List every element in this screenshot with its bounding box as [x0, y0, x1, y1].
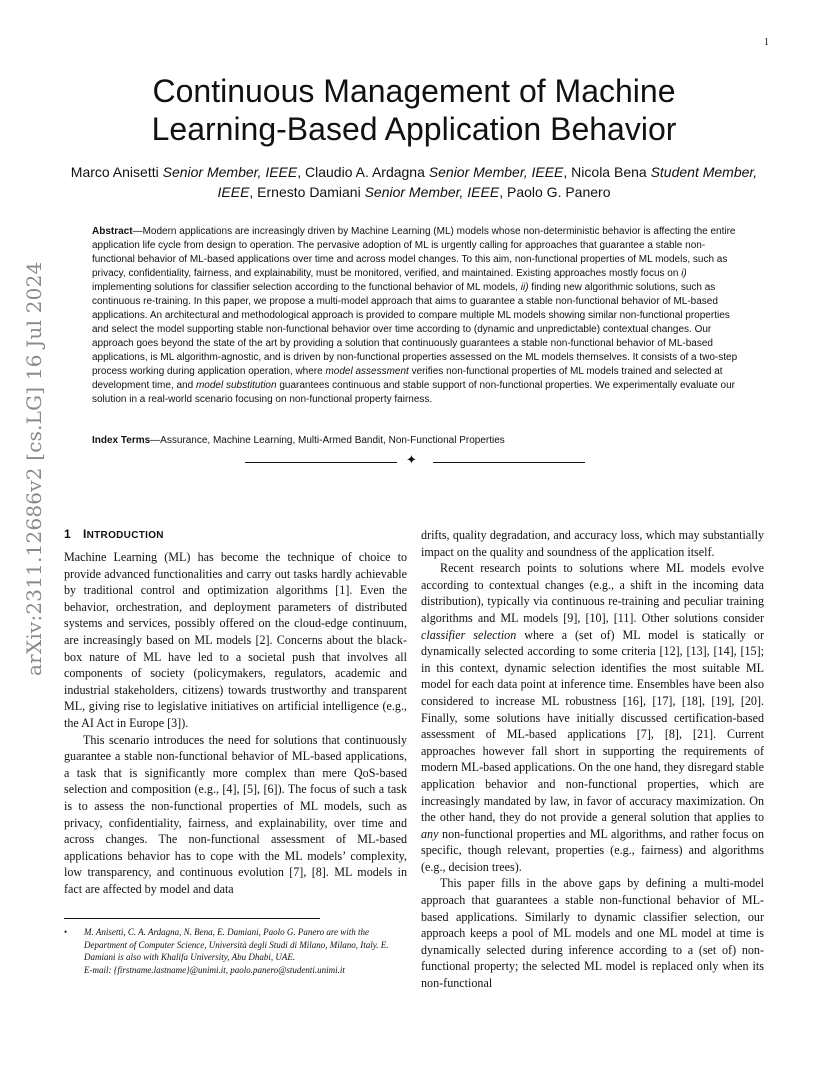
- section-title-initial: I: [82, 527, 87, 541]
- index-terms-label: Index Terms: [92, 435, 151, 446]
- footnote-text: M. Anisetti, C. A. Ardagna, N. Bena, E. Damiani, Paolo G. Panero are with the Department of Computer Science, Università degli Studi di Milano, Milano, Italy. E. Damiani is also with Khalifa University, Abu Dhabi, UAE.: [84, 927, 389, 962]
- abstract-term-model-assessment: model assessment: [325, 366, 409, 377]
- title-line-2: Learning-Based Application Behavior: [151, 111, 677, 147]
- author-2: , Claudio A. Ardagna: [297, 164, 429, 180]
- author-4-role: Senior Member, IEEE: [364, 184, 500, 200]
- abstract-label: Abstract: [92, 226, 133, 237]
- author-list: [70, 162, 758, 202]
- author-1-role: Senior Member, IEEE: [162, 164, 298, 180]
- intro-paragraph-4: [421, 560, 764, 875]
- right-column: [421, 527, 764, 992]
- paper-title: [60, 72, 768, 148]
- left-column: [64, 527, 407, 897]
- footnote-rule: [64, 918, 320, 919]
- abstract-enum-1: i): [681, 268, 687, 279]
- author-3-role: Student Member, IEEE: [217, 164, 758, 200]
- term-any: any: [421, 826, 439, 841]
- author-5: , Paolo G. Panero: [499, 184, 611, 200]
- author-3: , Nicola Bena: [563, 164, 651, 180]
- intro-paragraph-4-text-2: where a (set of) ML model is statically or dynamically selected according to some criteria [12], [13], [14], [15]; in this context, dynamic selection identifies the most suitable ML model for each data point at inference time. Ensembles have been also considered to increase ML robustness [16], [17], [18], [19], [20]. Finally, some solutions have initially discussed certification-based assessment of ML-based applications [7], [8], [21]. Current approaches however fall short in supporting the requirements of modern ML-based applications. On the one hand, they disregard stable application behavior and non-functional properties, which are increasingly mandated by law, in favor of accuracy maximization. On the other hand, they do not provide a general solution that applies to: [421, 627, 764, 825]
- divider-ornament-icon: ✦: [406, 453, 417, 468]
- abstract-text-2: implementing solutions for classifier selection according to the functional behavior of ML models,: [92, 282, 521, 293]
- section-heading-introduction: [64, 527, 407, 541]
- author-1: Marco Anisetti: [70, 164, 163, 180]
- index-terms: [92, 434, 738, 448]
- divider-line-left: [245, 462, 397, 463]
- author-affiliation-footnote: [64, 926, 407, 976]
- author-4: , Ernesto Damiani: [249, 184, 365, 200]
- abstract-text-5: guarantees continuous and stable support of non-functional properties. We experimentally evaluate our solution in a real-world scenario focusing on non-functional property fairness.: [92, 380, 735, 405]
- abstract-term-model-substitution: model substitution: [195, 380, 277, 391]
- section-title-rest: NTRODUCTION: [86, 530, 164, 541]
- section-divider: [245, 455, 585, 469]
- abstract-text-1: —Modern applications are increasingly driven by Machine Learning (ML) models whose non-deterministic behavior is affecting the entire application life cycle from design to operation. The pervasive adoption of ML is urgently calling for approaches that guarantee a stable non-functional behavior of ML-based applications over time and across model changes. To this aim, non-functional properties of ML models, such as privacy, confidentiality, fairness, and explainability, must be monitored, verified, and maintained. Existing approaches mostly focus on: [92, 226, 736, 279]
- divider-line-right: [433, 462, 585, 463]
- abstract-enum-2: ii): [520, 282, 529, 293]
- title-line-1: Continuous Management of Machine: [152, 73, 676, 109]
- intro-paragraph-2: This scenario introduces the need for solutions that continuously guarantee a stable non-functional behavior of ML-based applications, a task that is significantly more complex than mere QoS-based selection and composition (e.g., [4], [5], [6]). The focus of such a task is to assess the non-functional properties of ML models, such as privacy, confidentiality, fairness, and explainability, over time and across changes. The non-functional assessment of ML-based applications behavior has to cope with the ML models’ complexity, low transparency, and continuous evolution [7], [8]. ML models in fact are affected by model and data: [64, 732, 407, 896]
- abstract-text-4: verifies non-functional properties of ML models trained and selected at development time, and: [92, 366, 723, 391]
- abstract-text-3: finding new algorithmic solutions, such as continuous re-training. In this paper, we propose a multi-model approach that aims to guarantee a stable non-functional behavior of ML-based applications. An architectural and methodological approach is provided to compare multiple ML models showing similar non-functional properties and select the model supporting stable non-functional behavior over time according to (dynamic and unpredictable) contextual changes. Our approach goes beyond the state of the art by providing a solution that continuously guarantees a stable non-functional behavior of ML-based applications, is ML algorithm-agnostic, and is driven by non-functional properties assessed on the ML models themselves. It consists of a two-step process working during application operation, where: [92, 282, 738, 377]
- footnote-email: E-mail: {firstname.lastname}@unimi.it, paolo.panero@studenti.unimi.it: [84, 964, 345, 975]
- index-terms-text: —Assurance, Machine Learning, Multi-Armed Bandit, Non-Functional Properties: [150, 435, 505, 446]
- arxiv-side-identifier: arXiv:2311.12686v2 [cs.LG] 16 Jul 2024: [22, 261, 46, 676]
- intro-paragraph-3: drifts, quality degradation, and accuracy loss, which may substantially impact on the quality and soundness of the application itself.: [421, 528, 764, 559]
- intro-paragraph-5: This paper fills in the above gaps by defining a multi-model approach that guarantees a stable non-functional behavior of ML-based applications. Similarly to dynamic classifier selection, our approach keeps a pool of ML models and one ML model at time is dynamically selected during inference according to a (set of) non-functional property; the selected ML model is replaced only when its non-functional: [421, 876, 764, 991]
- abstract: [92, 225, 738, 407]
- intro-paragraph-4-text-1: Recent research points to solutions where ML models evolve according to contextual changes (e.g., a shift in the incoming data distribution), typically via continuous re-training and peculiar training algorithms and ML models [9], [10], [11]. Other solutions consider: [421, 561, 764, 625]
- intro-paragraph-1: Machine Learning (ML) has become the technique of choice to provide advanced functionalities and carry out tasks hardly achievable by traditional control and optimization algorithms [1]. Even the behavior, orchestration, and deployment parameters of distributed systems and services, possibly offered on the cloud-edge continuum, are increasingly based on ML models [2]. Concerns about the black-box nature of ML have led to a societal push that involves all components of society (policymakers, regulators, academic and industrial stakeholders, citizens) towards trustworthy and transparent ML, giving rise to legislative initiatives on artificial intelligence (e.g., the AI Act in Europe [3]).: [64, 550, 407, 730]
- author-2-role: Senior Member, IEEE: [428, 164, 564, 180]
- footnote-bullet-icon: •: [64, 927, 68, 937]
- term-classifier-selection: classifier selection: [421, 627, 517, 642]
- section-number: 1: [64, 527, 71, 541]
- page-number: 1: [764, 37, 769, 48]
- intro-paragraph-4-text-3: non-functional properties and ML algorithms, and rather focus on specific, though relevant, properties (e.g., fairness) and algorithms (e.g., decision trees).: [421, 826, 764, 874]
